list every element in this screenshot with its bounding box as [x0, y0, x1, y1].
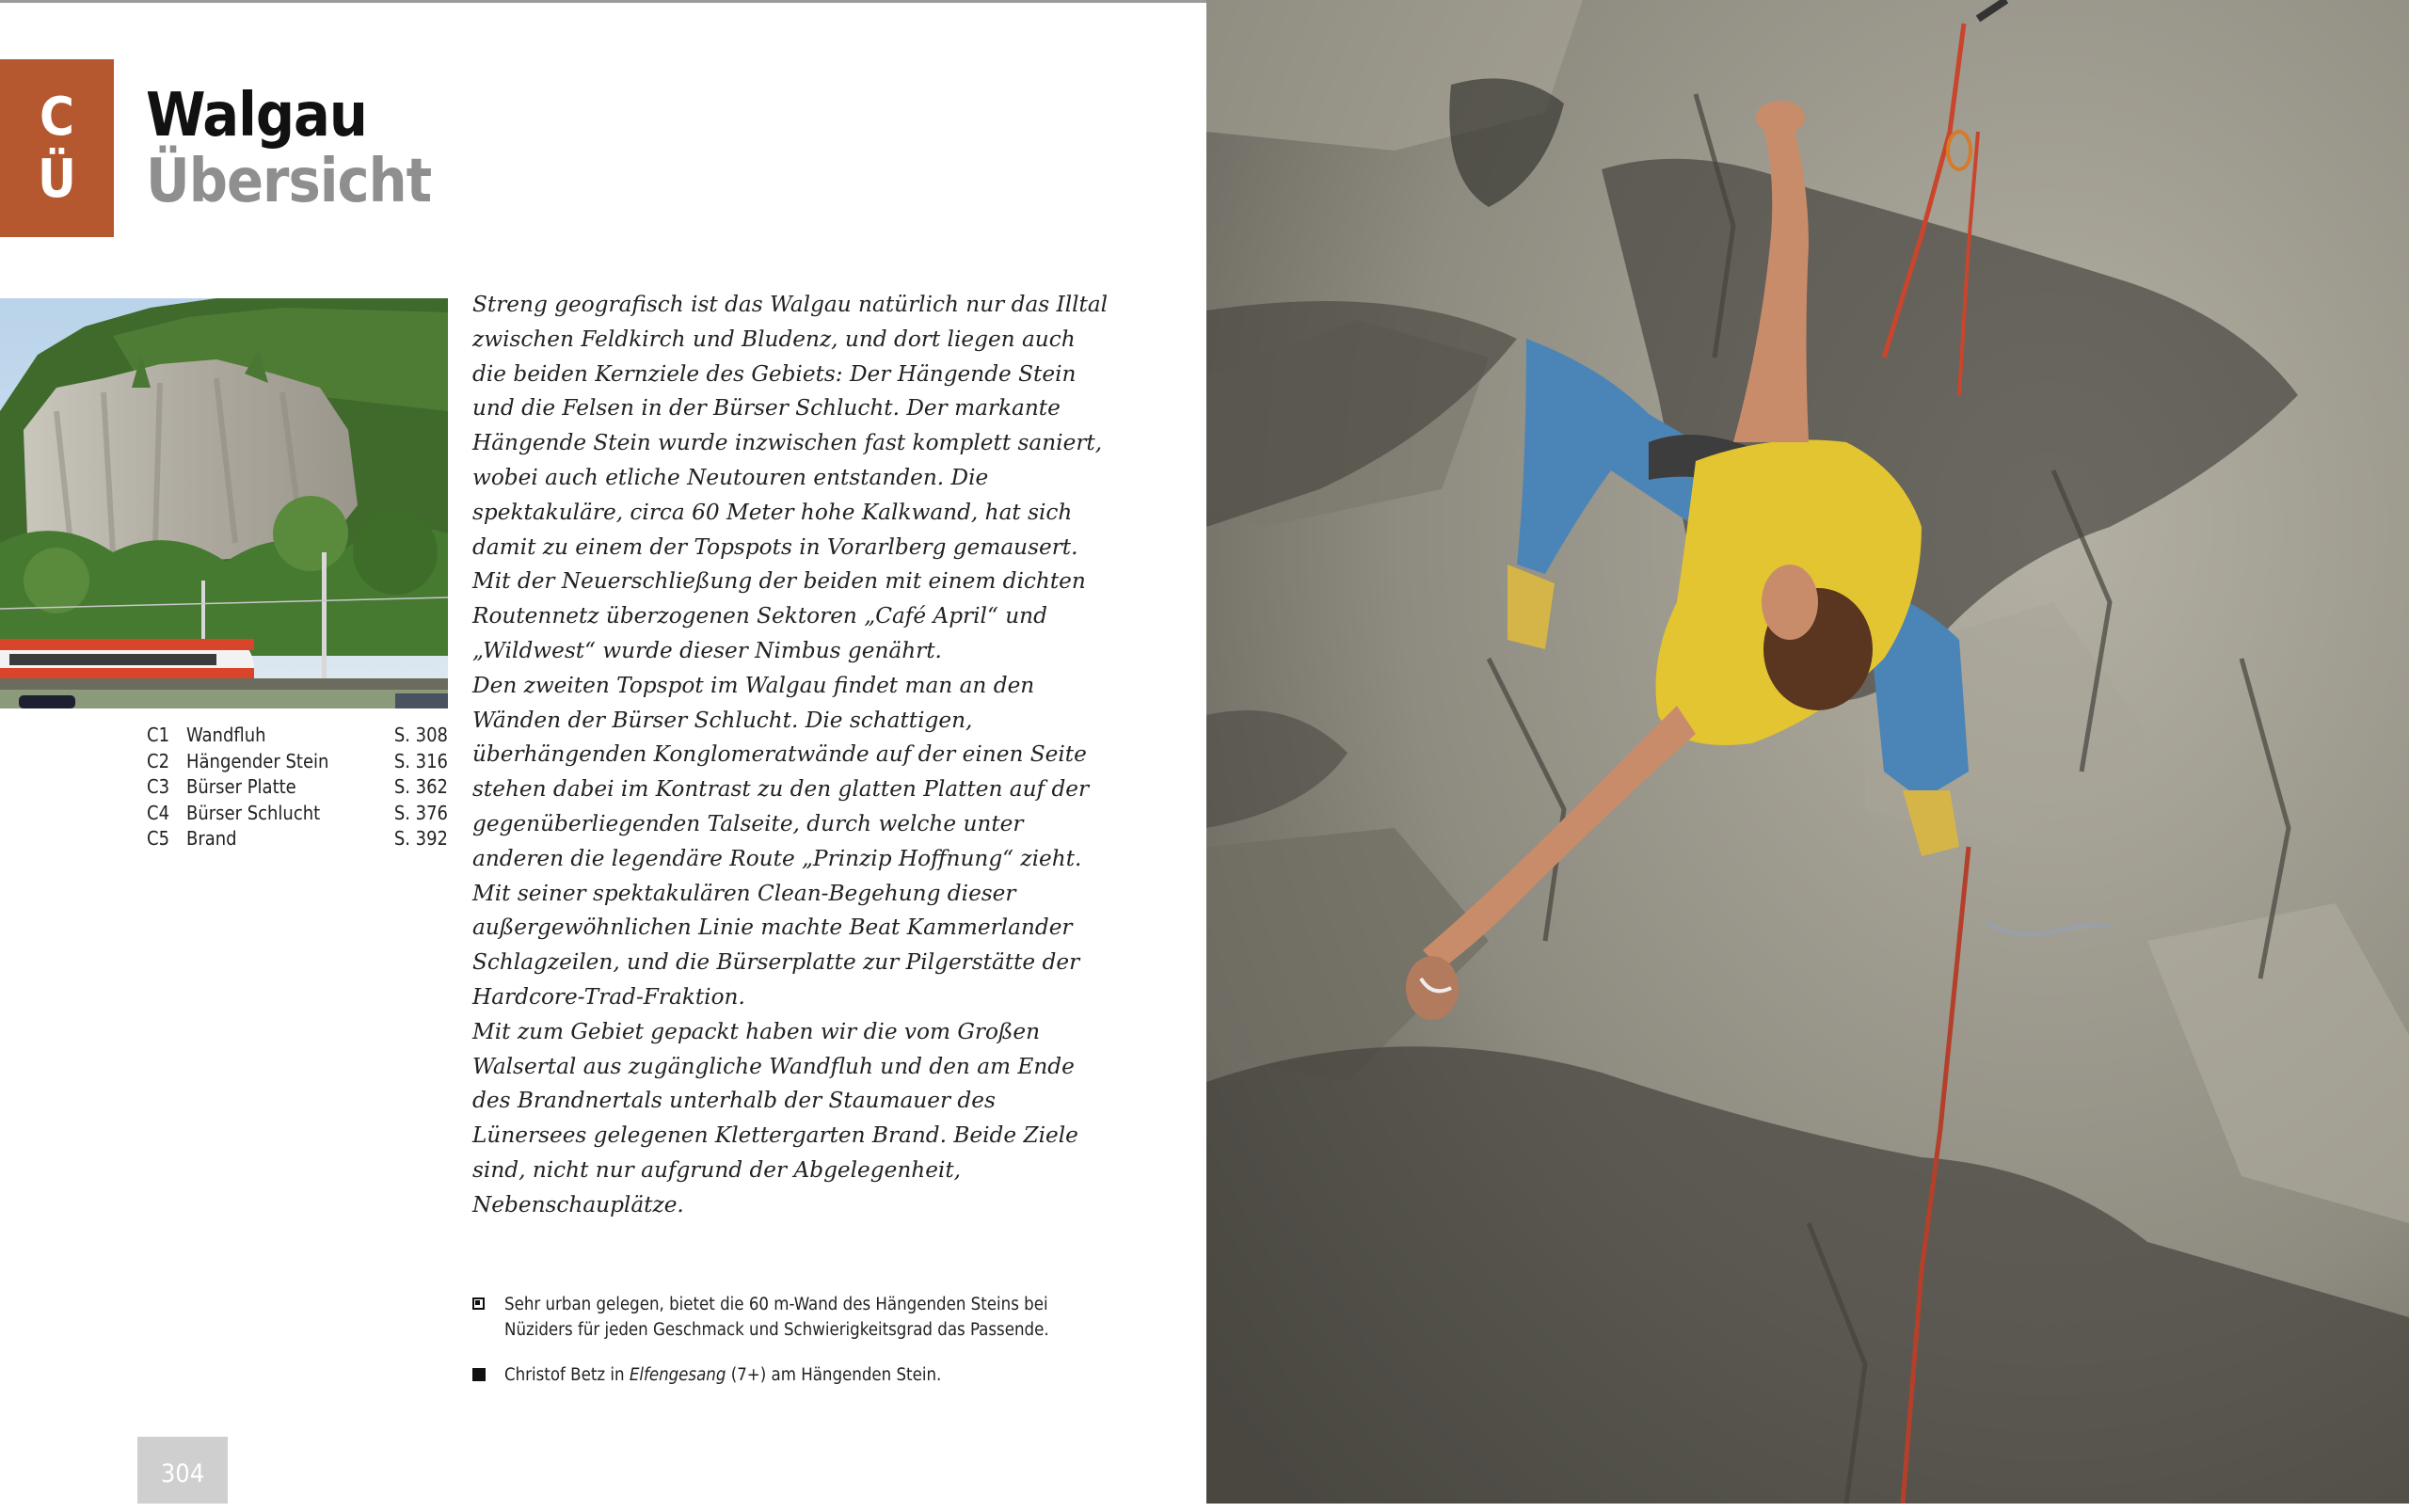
sector-toc — [147, 723, 448, 852]
toc-code: C2 — [147, 749, 170, 772]
toc-code: C1 — [147, 724, 170, 746]
title-main: Walgau — [146, 81, 367, 151]
body-paragraph-2: Den zweiten Topspot im Walgau findet man an den Wänden der Bürser Schlucht. Die schattigen, überhängenden Konglomeratwände auf der einen Seite stehen dabei im Kontrast zu den glatten Platten auf der gegenüberliegenden Talseite, durch welche unter anderen die legendäre Route „Prinzip Hoffnung“ zieht. Mit seiner spektakulären Clean-Begehung dieser außergewöhnlichen Linie machte Beat Kammerlander Schlagzeilen, und die Bürserplatte zur Pilgerstätte der Hardcore-Trad-Fraktion. — [472, 672, 1090, 1010]
caption-marker-icon — [472, 1297, 485, 1310]
toc-name: Wandfluh — [186, 724, 266, 746]
caption-text: Sehr urban gelegen, bietet die 60 m-Wand des Hängenden Steins bei Nüziders für jeden Geschmack und Schwierigkeitsgrad das Passende. — [504, 1295, 1049, 1340]
toc-name: Brand — [186, 827, 237, 850]
page-number: 304 — [137, 1437, 228, 1504]
toc-page: S. 316 — [393, 749, 448, 772]
route-name: Elfengesang — [629, 1365, 726, 1385]
toc-name: Bürser Platte — [186, 775, 296, 798]
body-paragraph-3: Mit zum Gebiet gepackt haben wir die vom Großen Walsertal aus zugängliche Wandfluh und den am Ende des Brandnertals unterhalb der Staumauer des Lünersees gelegenen Klettergarten Brand. Beide Ziele sind, nicht nur aufgrund der Abgelegenheit, Nebenschauplätze. — [472, 1018, 1078, 1218]
body-paragraph-1: Streng geografisch ist das Walgau natürlich nur das Illtal zwischen Feldkirch und Bludenz, und dort liegen auch die beiden Kernziele des Gebiets: Der Hängende Stein und die Felsen in der Bürser Schlucht. Der markante Hängende Stein wurde inzwischen fast komplett saniert, wobei auch etliche Neutouren entstanden. Die spektakuläre, circa 60 Meter hohe Kalkwand, hat sich damit zu einem der Topspots in Vorarlberg gemausert. Mit der Neuerschließung der beiden mit einem dichten Routennetz überzogenen Sektoren „Café April“ und „Wildwest“ wurde dieser Nimbus genährt. — [472, 292, 1109, 663]
toc-page: S. 392 — [393, 827, 448, 850]
chapter-tab — [0, 59, 114, 237]
toc-row[interactable] — [147, 801, 448, 827]
toc-page: S. 376 — [393, 801, 448, 824]
toc-code: C5 — [147, 827, 170, 850]
toc-row[interactable] — [147, 723, 448, 749]
toc-row[interactable] — [147, 749, 448, 775]
top-rule — [0, 0, 1206, 3]
toc-page: S. 308 — [393, 724, 448, 746]
toc-page: S. 362 — [393, 775, 448, 798]
cliff-train-photo — [0, 298, 448, 708]
toc-code: C4 — [147, 801, 170, 824]
page-title — [146, 83, 431, 215]
caption-small-photo — [472, 1292, 1112, 1343]
caption-text: Christof Betz in Elfengesang (7+) am Hängenden Stein. — [504, 1365, 942, 1385]
caption-marker-icon — [472, 1368, 486, 1381]
toc-row[interactable] — [147, 826, 448, 852]
toc-code: C3 — [147, 775, 170, 798]
climber-photo — [1206, 0, 2409, 1504]
caption-large-photo — [472, 1362, 1112, 1388]
toc-row[interactable] — [147, 774, 448, 801]
toc-name: Hängender Stein — [186, 749, 329, 772]
chapter-letter-u: Ü — [38, 148, 76, 210]
title-sub: Übersicht — [146, 147, 432, 216]
chapter-letter-c: C — [40, 86, 74, 148]
toc-name: Bürser Schlucht — [186, 801, 321, 824]
body-text — [472, 288, 1112, 1223]
